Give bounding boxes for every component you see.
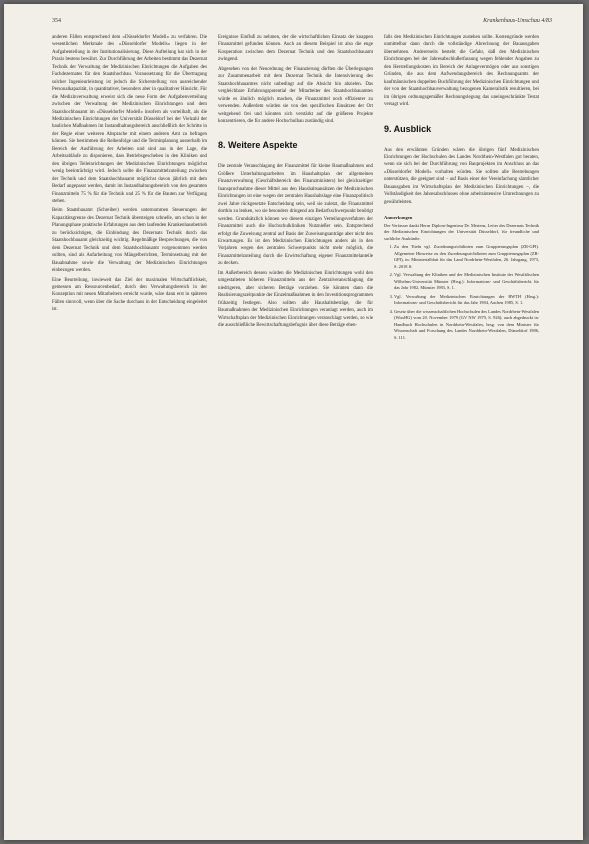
column-left [52, 34, 207, 316]
section-heading-9: 9. Ausblick [384, 123, 432, 134]
paragraph: falls den Medizinischen Einrichtungen zustehen sollte. Kostengründe werden unmittelbar dann durch die vollständige Abrechnung der Bauausgaben übernehmen. Andererseits besteht die Gefahr, daß den Medizinischen Einrichtungen bei der Jahresabschlußerfassung wegen fehlender Angaben zu den Herstellungskosten im Bereich der Anlagevermögen oder aus sonstigen Gründen, die aus dem Aufwendungsbereich des Rechnungsamts der kaufmännischen doppelten Buchführung der Medizinischen Einrichtungen und der von der Staatshochbauverwaltung bezogenen Kameralistik resultieren, bei im übrigen ordnungsgemäßer Rechnungslegung das uneingeschränkte Testat versagt wird. [384, 35, 539, 108]
paragraph: Im Außerbereich dessen würden die Medizinischen Einrichtungen wohl den umgestalteten höheren Finanzmitteln aus der Zentralveranschlagung die niedrigeren, aber sicheren Beträge vorziehen. Sie könnten dann die Realisierungszeitpunkte der Einzelmaßnahmen in den Investitionsprogrammen frühzeitig festlegen. Also sollten alle Haushaltsbeträge, die für Baumaßnahmen der Medizinischen Einrichtungen veranlagt werden, auch im Wirtschaftsplan der Medizinischen Einrichtungen veranschlagt werden, so wie die ausschließliche Bewirtschaftungsbefugnis über diese Beträge eben- [218, 270, 373, 328]
notes-intro: Der Verfasser dankt Herrn Diplom-Ingenieur Dr. Mertens, Leiter des Dezernats Technik der Medizinischen Einrichtungen der Universität Düsseldorf, für freundliche und sachliche Auskünfte. [384, 222, 539, 241]
paragraph: anderen Fällen entsprechend dem »Düsseldorfer Modell« zu verfahren. Die wesentlichen Merkmale des »Düsseldorfer Modells« liegen in der Aufgabenteilung in der Institutionalisierung. Diese Aufteilung hat sich in der Praxis bestens bewährt. Zur Durchführung der Arbeiten bestimmt das Dezernat Technik der Verwaltung der Medizinischen Einrichtungen die Aufgaben des Fachdezernates für den Staatshochbau. Voraussetzung für die Übertragung solcher Ingenieurleistung ist jedoch die Sicherstellung von ausreichender Personalkapazität, in quantitativer, besonders aber in qualitativer Hinsicht. Für die Medizinverwaltung erweist sich die neue Form der Aufgabenverteilung zwischen der Verwaltung der Medizinischen Einrichtungen und dem Staatshochbauamt im »Düsseldorfer Modell« insofern als vorteilhaft, als die Medizinischen Einrichtungen der Universität Düsseldorf bei der Vielzahl der baulichen Maßnahmen im Instandhaltungsbereich anschließlich der Schritte in der Regie einer weiteren Absprache mit einem anderen Amt zu befragen können. Sie bestimmen die Reihenfolge und die Terminplanung ausserhalb im Bereich der Ausführung der Arbeiten und sind aus in der Lage, die Arbeitsabläufe zu disponieren, dass Betriebsgeschehen in den Kliniken und den übrigen Teileinrichtungen der Medizinischen Einrichtungen möglichst wenig beeinträchtigt wird. Jedoch sollte die Finanzmittelzuteilung zwischen der Technik und dem Staatshochbauamt möglichst davon jährlich mit dem Bedarf angepasst werden, damit im Instandhaltungsbereich von den gesamten Finanzmitteln 75 % für die Technik und 25 % für die Bauten zur Verfügung stehen. [52, 35, 207, 204]
note-item: 4. Gesetz über die wissenschaftlichen Hochschulen des Landes Nordrhein-Westfalen (WissHG) vom 20. November 1979 (GV NW 1979, S. 926); auch abgedruckt in: Handbuch Hochschulen in Nordrhein-Westfalen, hrsg. von dem Minister für Wissenschaft und Forschung des Landes Nordrhein-Westfalen, Düsseldorf 1986, S. 111. [394, 309, 539, 342]
page-header [52, 18, 552, 28]
paragraph: Abgesehen von der Neuordnung der Finanzierung dürften die Überlegungen zur Zusammenarbeit mit dem Dezernat Technik die Intensivierung des Staatshochbauamtes nicht unbedingt auf die Absicht hin abzielen. Das vergleichbare Erfahrungspotential der Mitarbeiter des Staatshochbauamtes würde es ähnlich möglich machen, die Finanzmittel noch effizienter zu verwenden. Außerdem würden sie von den spezifischen Einsätzen der Ort weitgehend frei und könnten sich verstärkt auf die größeren Projekte konzentrieren, die für andere Hochschulbau zuständig sind. [218, 66, 373, 124]
paragraph: Aus den erwähnten Gründen wären die übrigen fünf Medizinischen Einrichtungen der Hochschulen des Landes Nordrhein-Westfalen gut beraten, wenn sie sich bei der Durchführung von Bauprojekten im Anschluss an das »Düsseldorfer Modell« vorhalten würden. Sie sollten alle Bestrebungen unterstützen, die geeignet sind – auf Basis einer der Vereinfachung sämtlicher Bauausgaben im Wirtschaftsplan der Medizinischen Einrichtungen –, die Vollständigkeit des Jahresabschlusses ohne arbeitsintensive Umrechnungen zu gewährleisten. [384, 147, 539, 205]
scanned-page [4, 4, 583, 840]
note-item: 3. Vgl. Verwaltung der Medizinischen Einrichtungen der RWTH (Hrsg.): Informations- und Geschäftsbericht für das Jahr 1984, Aachen 1985, S. 1. [394, 294, 539, 307]
notes-title: Anmerkungen [384, 215, 413, 221]
paragraph: Beim Staatsbauamt (Schreiber) werden unternommen Steuerungen der Kapazitätsgrenze des Dezernat Technik übersteigen schnelle, um schon in der Planungsphase praktische Erfahrungen aus dem laufenden Krankenhausbetrieb zu berücksichtigen, die Einbindung des Dezernats Technik durch das Staatshochbauamt gleichzeitig wichtig. Regelmäßige Besprechungen, die von dem Dezernat Technik und dem Staatshochbauamt vorgenommen werden sollten, sind als Aufarbeitung von Mängelberichten, Terminsetzung mit der Bauabnahme sowie die Verwaltung der Medizinischen Einrichtungen einbezogen werden. [52, 208, 207, 274]
paragraph: Die zentrale Veranschlagung der Finanzmittel für kleine Baumaßnahmen und Größere Unterhaltungsarbeiten im Haushaltsplan der allgemeinen Finanzverwaltung (Geschäftsbereich des Finanzministers) bei gleichzeitiger Inanspruchnahme dieser Mittel aus den Haushaltsansätzen der Medizinischen Einrichtungen ist eine wegen der zentralen Haushaltslage eine Finanzpolitisch zwei Jahre rückgesetzte Entscheidung sein, weil sie zuletzt, die Finanzmittel dorthin zu lenken, wo sie besonders dringend am Bedarfsschwerpunkt benötigt werden. Grundsätzlich können wo diesem einzigen Verteilungsverfahren der Finanzmittel auch die Hochschulkliniken Nutznießer sein. Entsprechend erfolgt die Zuweisung zentral auf Basis der Zuweisungsanträge aber nicht den Erwartungen. Es ist den Medizinischen Einrichtungen anders als in den Vorjahren wegen des zentralen Schwerpunkts nicht mehr möglich, die Finanzmittelzuteilung durch die Erwirtschaftung eigener Finanzmittelanteile zu decken. [218, 164, 373, 267]
note-item: 1. Zu den Titeln vgl. Zuordnungsrichtlinien zum Gruppierungsplan (ZR-GPI). Allgemeine Hinweise zu den Zuordnungsrichtlinien zum Gruppierungsplan (ZR-GPI), in: Ministerialblatt für das Land Nordrhein-Westfalen, 26. Jahrgang, 1973, S. 2018 ff. [394, 244, 539, 270]
running-title: Krankenhaus-Umschau 4/83 [483, 18, 552, 24]
page-number: 354 [52, 18, 61, 24]
paragraph: Eine Beurteilung, inwieweit das Ziel der maximalen Wirtschaftlichkeit, gemessen am Ressourcenbedarf, durch den Verwaltungsbereich in der Konzeption mit neuen Mitarbeitern erreicht wurde, wäre dann erst in späteren Fällen sinnvoll, wenn über die Sache durchaus in der Entscheidung eingeleitet ist. [52, 277, 207, 313]
column-middle [218, 34, 373, 331]
section-heading-8: 8. Weitere Aspekte [218, 140, 298, 151]
note-item: 2. Vgl. Verwaltung der Kliniken und der Medizinischen Institute der Westfälischen Wilhelms-Universität Münster (Hrsg.): Informations- und Geschäftsbericht für das Jahr 1982, Münster 1983, S. 1. [394, 272, 539, 292]
paragraph: Ereignisse Einfluß zu nehmen, der die wirtschaftlichen Einsatz der knappen Finanzmittel gefunden können. Auch an diesem Beispiel ist also die enge Kooperation zwischen dem Dezernat Technik und den Staatshochbauamt zwingend. [218, 35, 373, 63]
notes-list [384, 244, 539, 341]
column-right [384, 34, 539, 343]
